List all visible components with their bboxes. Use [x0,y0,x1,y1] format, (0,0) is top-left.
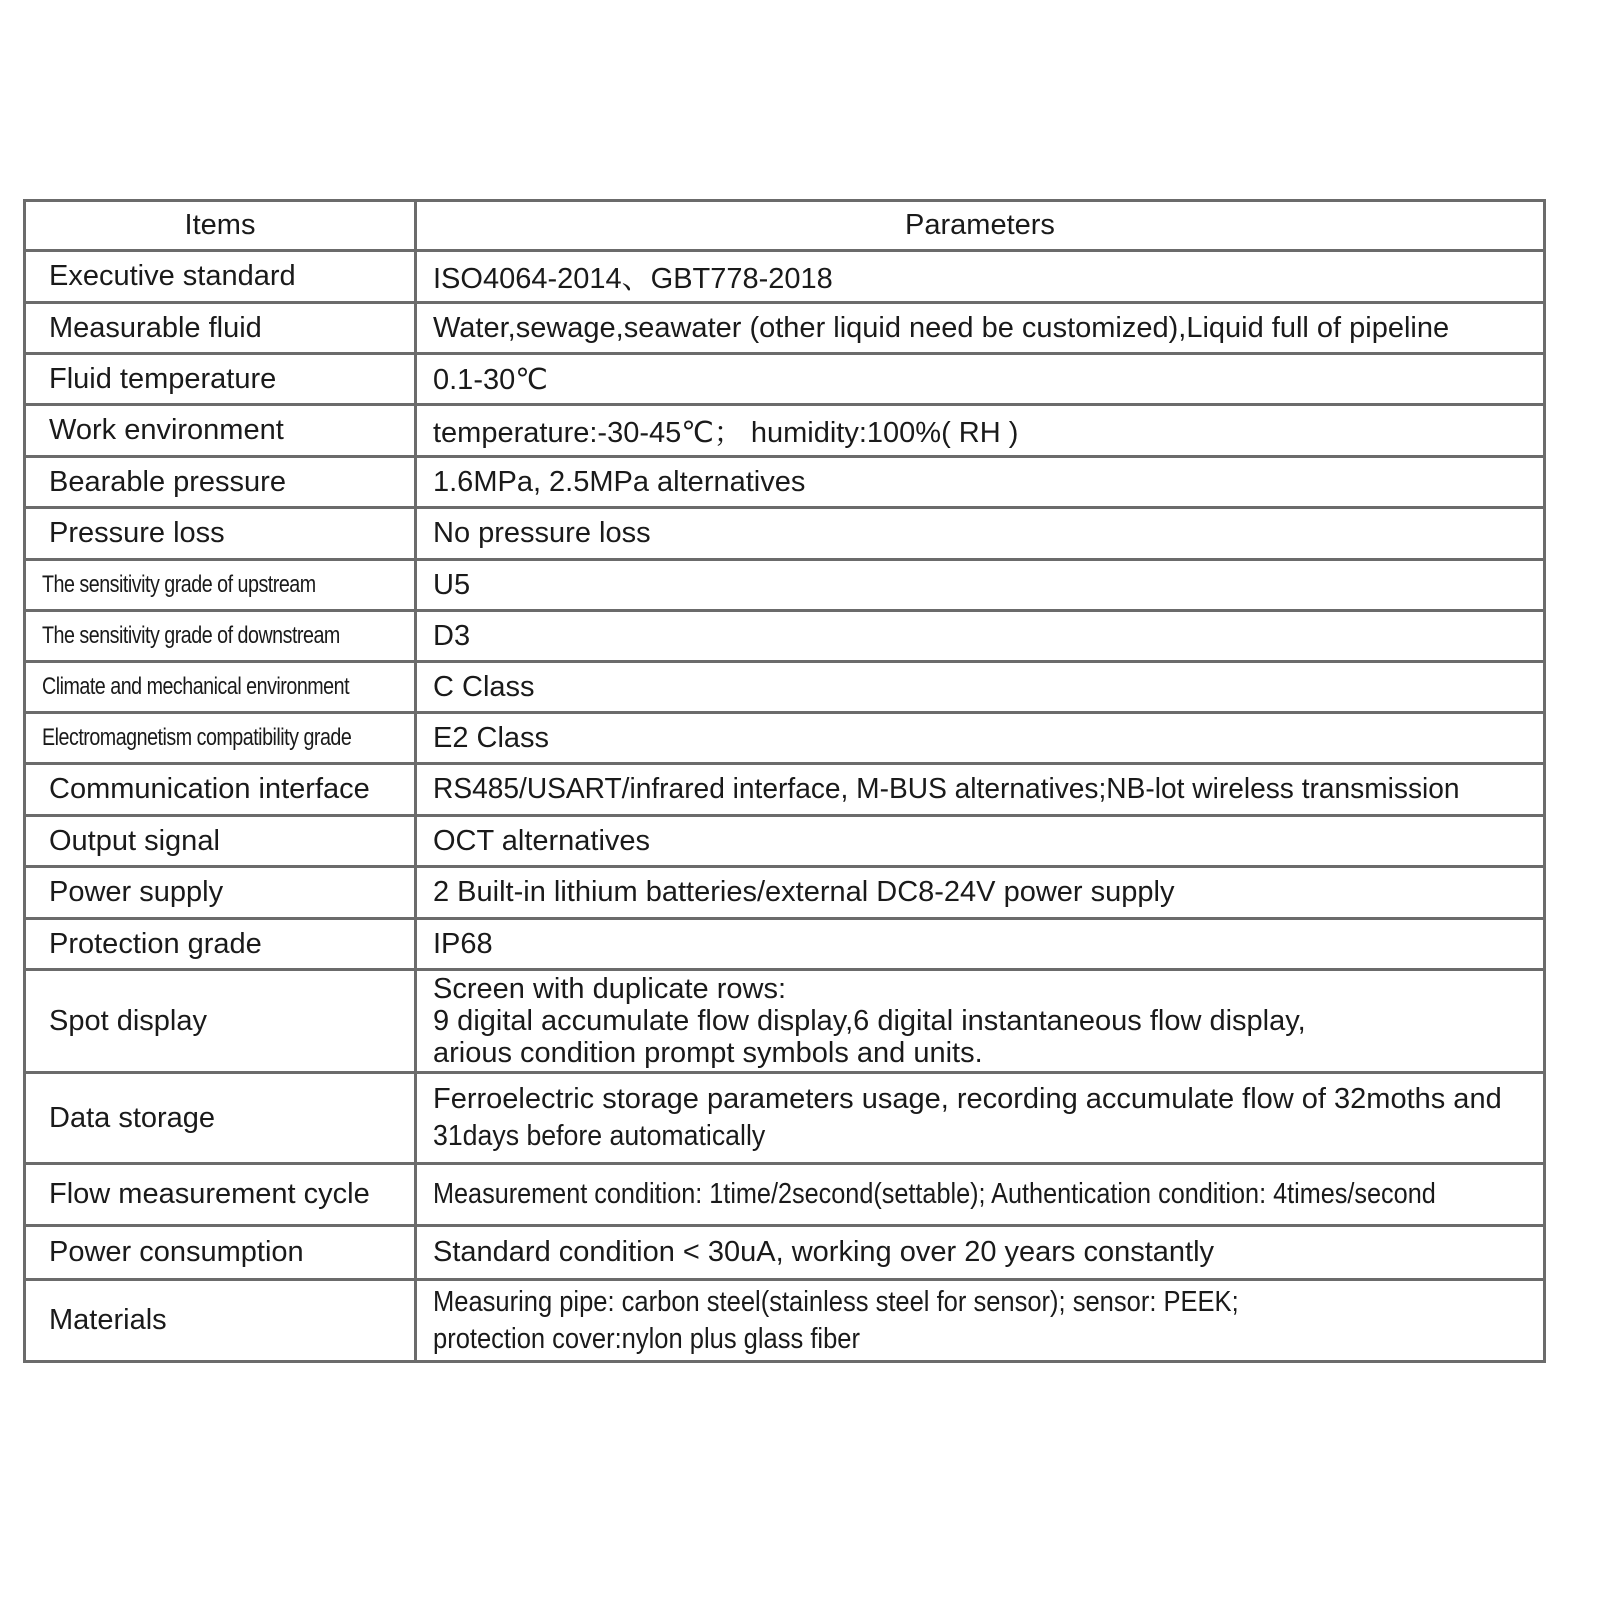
param-measurable-fluid: Water,sewage,seawater (other liquid need be customized),Liquid full of pipeline [416,303,1545,354]
item-materials: Materials [25,1280,416,1362]
param-materials: Measuring pipe: carbon steel(stainless steel for sensor); sensor: PEEK; protection cover:nylon plus glass fiber [416,1280,1545,1362]
item-output-signal: Output signal [25,816,416,867]
table-row [25,919,1545,970]
item-power-consumption: Power consumption [25,1226,416,1280]
item-em-compatibility: Electromagnetism compatibility grade [25,713,416,764]
param-work-environment: temperature:-30-45℃； humidity:100%( RH ) [416,405,1545,457]
table-row [25,611,1545,662]
table-row [25,1226,1545,1280]
item-protection-grade: Protection grade [25,919,416,970]
param-sensitivity-downstream: D3 [416,611,1545,662]
table-header-row [25,201,1545,251]
param-bearable-pressure: 1.6MPa, 2.5MPa alternatives [416,457,1545,508]
item-data-storage: Data storage [25,1073,416,1164]
param-pressure-loss: No pressure loss [416,508,1545,560]
param-executive-standard: ISO4064-2014、GBT778-2018 [416,251,1545,303]
param-flow-measurement-cycle: Measurement condition: 1time/2second(settable); Authentication condition: 4times/second [416,1164,1545,1226]
header-parameters: Parameters [416,201,1545,251]
item-flow-measurement-cycle: Flow measurement cycle [25,1164,416,1226]
item-communication-interface: Communication interface [25,764,416,816]
item-pressure-loss: Pressure loss [25,508,416,560]
table-row [25,457,1545,508]
table-row [25,970,1545,1073]
item-bearable-pressure: Bearable pressure [25,457,416,508]
table-row [25,354,1545,405]
table-row [25,713,1545,764]
table-row [25,867,1545,919]
item-executive-standard: Executive standard [25,251,416,303]
item-spot-display: Spot display [25,970,416,1073]
header-items: Items [25,201,416,251]
table-row [25,816,1545,867]
param-spot-display: Screen with duplicate rows: 9 digital accumulate flow display,6 digital instantaneous flow display, arious condition prompt symbols and units. [416,970,1545,1073]
param-em-compatibility: E2 Class [416,713,1545,764]
table-row [25,1280,1545,1362]
item-power-supply: Power supply [25,867,416,919]
param-power-supply: 2 Built-in lithium batteries/external DC8-24V power supply [416,867,1545,919]
param-communication-interface: RS485/USART/infrared interface, M-BUS alternatives;NB-lot wireless transmission [416,764,1545,816]
table-row [25,303,1545,354]
table-row [25,1164,1545,1226]
item-work-environment: Work environment [25,405,416,457]
item-fluid-temperature: Fluid temperature [25,354,416,405]
param-output-signal: OCT alternatives [416,816,1545,867]
table-row [25,764,1545,816]
spec-table [23,199,1546,1363]
param-protection-grade: IP68 [416,919,1545,970]
item-measurable-fluid: Measurable fluid [25,303,416,354]
param-sensitivity-upstream: U5 [416,560,1545,611]
item-climate-environment: Climate and mechanical environment [25,662,416,713]
table-row [25,560,1545,611]
param-power-consumption: Standard condition < 30uA, working over 20 years constantly [416,1226,1545,1280]
item-sensitivity-upstream: The sensitivity grade of upstream [25,560,416,611]
table-row [25,662,1545,713]
param-fluid-temperature: 0.1-30℃ [416,354,1545,405]
table-row [25,405,1545,457]
item-sensitivity-downstream: The sensitivity grade of downstream [25,611,416,662]
param-climate-environment: C Class [416,662,1545,713]
param-data-storage: Ferroelectric storage parameters usage, recording accumulate flow of 32moths and 31days before automatically [416,1073,1545,1164]
table-row [25,1073,1545,1164]
table-row [25,508,1545,560]
table-row [25,251,1545,303]
